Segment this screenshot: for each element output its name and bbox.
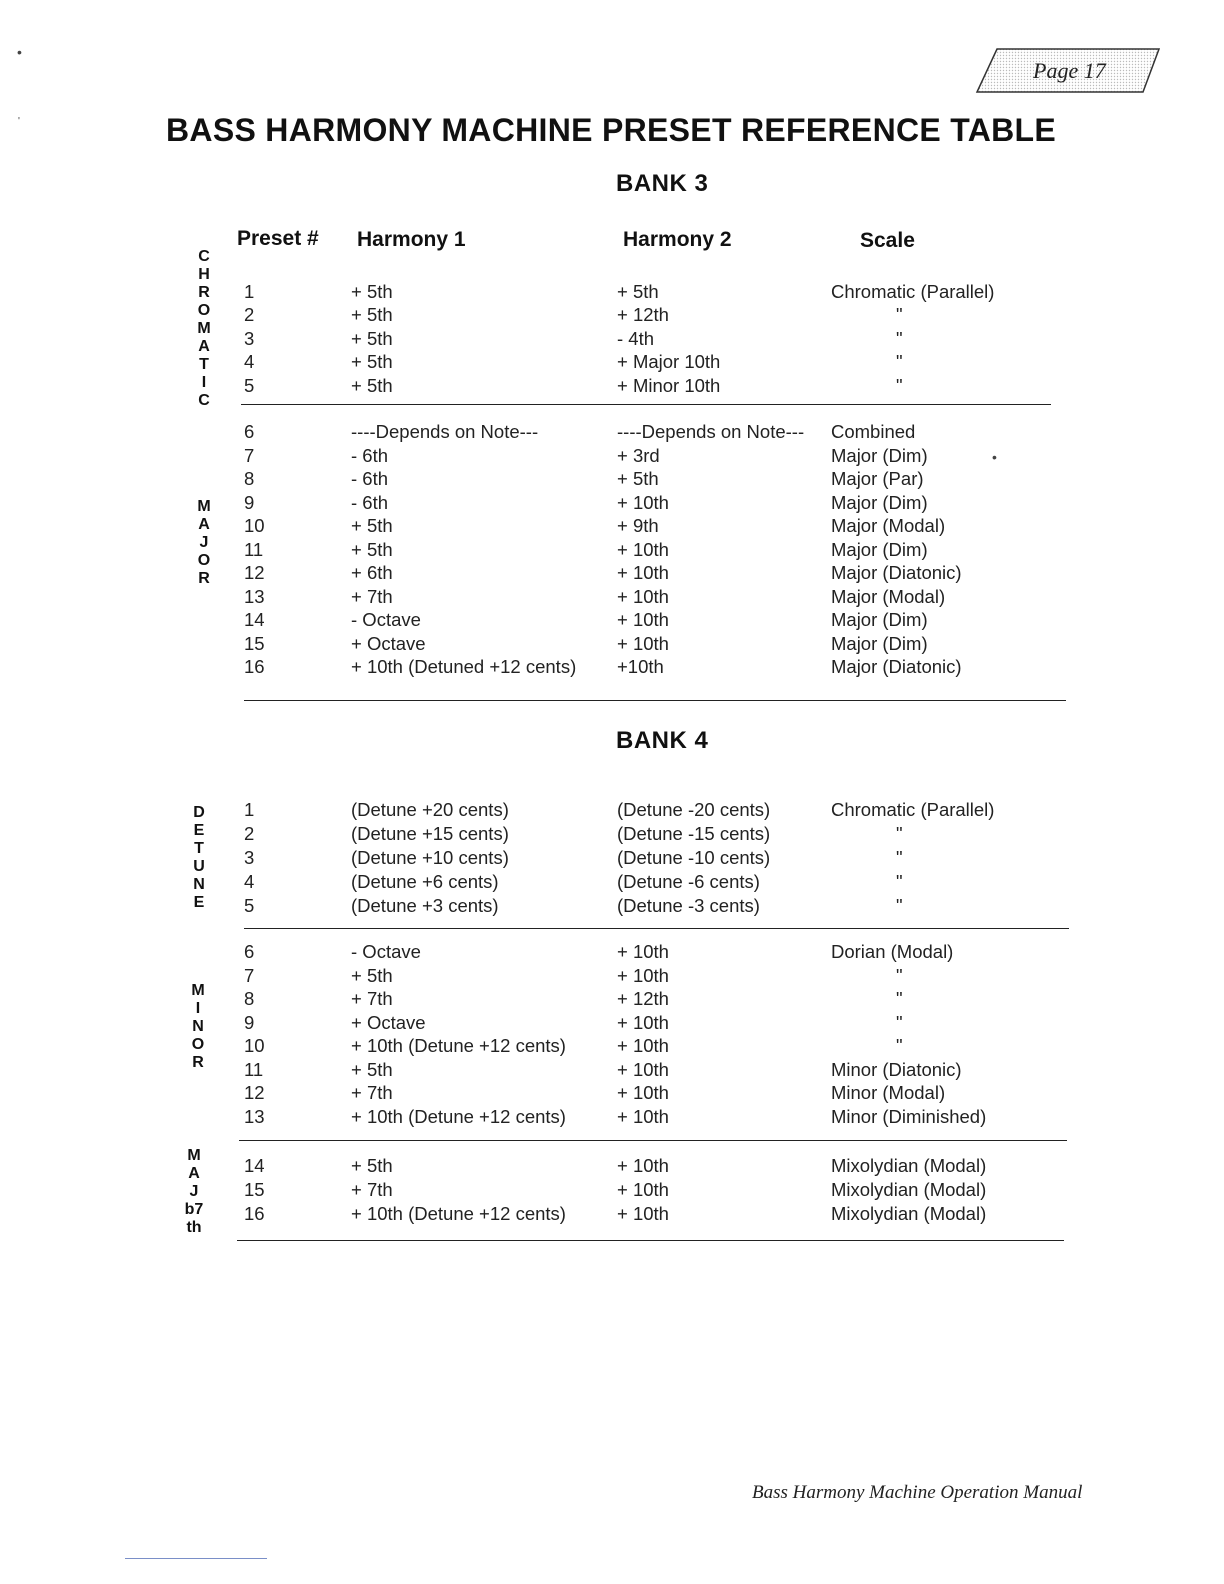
preset-number: 7	[244, 964, 255, 986]
group-label	[183, 982, 213, 1072]
harmony-2-cell: (Detune -10 cents)	[617, 847, 771, 868]
preset-number: 3	[244, 327, 255, 349]
harmony-1-cell: - Octave	[351, 941, 421, 962]
group-label-letter: A	[198, 516, 210, 533]
group-label-letter: b7	[184, 1201, 204, 1218]
harmony-2-cell: + 10th	[617, 491, 669, 513]
harmony-1-cell: + 5th	[351, 515, 393, 536]
scale-cell: Major (Par)	[831, 468, 924, 489]
column-header-scale: Scale	[860, 229, 915, 252]
harmony-1-cell: + 5th	[351, 351, 393, 373]
harmony-1-cell: - 6th	[351, 468, 389, 489]
harmony-2-cell: + 10th	[617, 1179, 669, 1200]
harmony-2-cell: + 10th	[617, 1082, 669, 1103]
harmony-2-cell: +10th	[617, 656, 664, 677]
group-label-letter: A	[188, 1165, 200, 1182]
scan-mark: •	[992, 449, 997, 465]
preset-number: 11	[244, 538, 264, 560]
preset-number: 14	[244, 609, 265, 630]
harmony-1-cell: + 10th (Detuned +12 cents)	[351, 656, 577, 677]
harmony-1-cell: + 7th	[351, 1179, 393, 1200]
group-label	[179, 1147, 209, 1237]
harmony-2-cell: (Detune -3 cents)	[617, 895, 760, 916]
manual-footer: Bass Harmony Machine Operation Manual	[752, 1482, 1083, 1503]
harmony-1-cell: + 5th	[351, 281, 393, 302]
harmony-1-cell: (Detune +3 cents)	[351, 895, 499, 916]
harmony-2-cell: + 10th	[617, 538, 669, 560]
scale-cell: "	[896, 1011, 903, 1033]
scale-cell: Mixolydian (Modal)	[831, 1179, 987, 1200]
preset-number: 3	[244, 847, 255, 868]
group-label-letter: N	[193, 876, 205, 893]
harmony-2-cell: (Detune -6 cents)	[617, 871, 760, 892]
scale-cell: Chromatic (Parallel)	[831, 281, 995, 302]
scale-cell: Major (Dim)	[831, 538, 928, 560]
page-number-badge	[975, 48, 1160, 92]
preset-number: 12	[244, 1082, 265, 1103]
group-label-letter: C	[198, 248, 210, 265]
group-label-letter: D	[193, 804, 205, 821]
column-header-preset: Preset #	[237, 227, 319, 250]
group-label	[189, 248, 219, 410]
harmony-1-cell: + 5th	[351, 304, 393, 326]
scale-cell: "	[896, 895, 903, 916]
harmony-2-cell: + 12th	[617, 304, 669, 326]
preset-number: 15	[244, 1179, 265, 1200]
preset-number: 6	[244, 421, 255, 442]
group-label-letter: T	[199, 356, 209, 373]
harmony-1-cell: ----Depends on Note---	[351, 421, 539, 442]
scale-cell: "	[896, 988, 903, 1009]
scale-cell: "	[896, 823, 903, 844]
section-divider	[239, 1140, 1067, 1141]
harmony-2-cell: (Detune -20 cents)	[617, 799, 771, 820]
page-title: BASS HARMONY MACHINE PRESET REFERENCE TABLE	[166, 112, 1057, 148]
preset-number: 12	[244, 562, 265, 583]
scale-cell: "	[896, 964, 903, 986]
scale-cell: "	[896, 1035, 903, 1056]
scale-cell: "	[896, 351, 903, 373]
harmony-1-cell: + 7th	[351, 585, 393, 607]
harmony-1-cell: (Detune +10 cents)	[351, 847, 509, 868]
harmony-2-cell: + 9th	[617, 515, 659, 536]
harmony-1-cell: + 10th (Detune +12 cents)	[351, 1035, 566, 1056]
preset-number: 7	[244, 444, 255, 466]
harmony-1-cell: + 5th	[351, 1058, 393, 1080]
harmony-1-cell: + Octave	[351, 632, 426, 654]
preset-number: 1	[244, 799, 255, 820]
group-label-letter: th	[186, 1219, 202, 1236]
scale-cell: Major (Dim)	[831, 632, 928, 654]
group-label-letter: R	[198, 570, 210, 587]
harmony-2-cell: + 10th	[617, 1155, 669, 1176]
section-divider	[244, 700, 1066, 701]
scan-mark: •	[17, 44, 22, 60]
group-label-letter: T	[194, 840, 204, 857]
scale-cell: Mixolydian (Modal)	[831, 1203, 987, 1224]
harmony-2-cell: + 10th	[617, 1203, 669, 1224]
scale-cell: Combined	[831, 421, 916, 442]
harmony-2-cell: + 5th	[617, 281, 659, 302]
group-label	[184, 804, 214, 912]
section-divider	[237, 1240, 1064, 1241]
scale-cell: Major (Diatonic)	[831, 656, 962, 677]
harmony-1-cell: + Octave	[351, 1011, 426, 1033]
scale-cell: "	[896, 304, 903, 326]
group-label-letter: H	[198, 266, 210, 283]
preset-number: 8	[244, 468, 255, 489]
group-label-letter: J	[189, 1183, 199, 1200]
harmony-1-cell: + 5th	[351, 964, 393, 986]
group-label-letter: M	[187, 1147, 201, 1164]
group-label	[189, 498, 219, 588]
scan-mark: '	[18, 116, 20, 127]
scale-cell: Major (Modal)	[831, 515, 946, 536]
harmony-2-cell: + 10th	[617, 632, 669, 654]
preset-number: 11	[244, 1058, 264, 1080]
preset-number: 13	[244, 1105, 265, 1127]
group-label-letter: N	[192, 1018, 204, 1035]
harmony-2-cell: (Detune -15 cents)	[617, 823, 771, 844]
harmony-1-cell: + 7th	[351, 988, 393, 1009]
bank-title: BANK 4	[616, 727, 709, 754]
group-label-letter: R	[198, 284, 210, 301]
group-label-letter: R	[192, 1054, 204, 1071]
preset-number: 1	[244, 281, 255, 302]
harmony-1-cell: (Detune +6 cents)	[351, 871, 499, 892]
group-label-letter: O	[197, 302, 211, 319]
harmony-2-cell: + 3rd	[617, 444, 660, 466]
footer-rule	[125, 1558, 267, 1559]
group-label-letter: J	[199, 534, 209, 551]
harmony-2-cell: + 10th	[617, 1035, 669, 1056]
scale-cell: Chromatic (Parallel)	[831, 799, 995, 820]
scale-cell: Major (Dim)	[831, 491, 928, 513]
column-header-harmony-2: Harmony 2	[623, 228, 732, 251]
group-label-letter: E	[193, 822, 205, 839]
preset-number: 5	[244, 895, 255, 916]
harmony-1-cell: + 5th	[351, 327, 393, 349]
section-divider	[244, 928, 1069, 929]
harmony-1-cell: + 10th (Detune +12 cents)	[351, 1203, 566, 1224]
harmony-2-cell: + 10th	[617, 585, 669, 607]
scale-cell: "	[896, 871, 903, 892]
scale-cell: Minor (Diatonic)	[831, 1058, 962, 1080]
harmony-1-cell: + 6th	[351, 562, 393, 583]
scale-cell: Dorian (Modal)	[831, 941, 954, 962]
harmony-1-cell: + 5th	[351, 538, 393, 560]
preset-number: 4	[244, 351, 255, 373]
harmony-2-cell: + 12th	[617, 988, 669, 1009]
group-label-letter: O	[191, 1036, 205, 1053]
harmony-2-cell: + 5th	[617, 468, 659, 489]
group-label-letter: C	[198, 392, 210, 409]
group-label-letter: M	[197, 320, 211, 337]
group-label-letter: M	[197, 498, 211, 515]
harmony-1-cell: (Detune +20 cents)	[351, 799, 509, 820]
harmony-2-cell: + 10th	[617, 562, 669, 583]
preset-number: 4	[244, 871, 255, 892]
scale-cell: Major (Diatonic)	[831, 562, 962, 583]
preset-number: 2	[244, 304, 255, 326]
preset-number: 13	[244, 585, 265, 607]
harmony-1-cell: - 6th	[351, 444, 389, 466]
harmony-1-cell: + 5th	[351, 1155, 393, 1176]
group-label-letter: I	[195, 1000, 201, 1017]
group-label-letter: M	[191, 982, 205, 999]
scale-cell: Mixolydian (Modal)	[831, 1155, 987, 1176]
scale-cell: Major (Modal)	[831, 585, 946, 607]
bank-title: BANK 3	[616, 170, 709, 197]
scale-cell: Minor (Diminished)	[831, 1105, 987, 1127]
preset-number: 5	[244, 374, 255, 396]
harmony-2-cell: + 10th	[617, 1058, 669, 1080]
harmony-2-cell: + 10th	[617, 941, 669, 962]
harmony-2-cell: - 4th	[617, 327, 655, 349]
scale-cell: Major (Dim)	[831, 444, 928, 466]
group-label-letter: E	[193, 894, 205, 911]
preset-number: 16	[244, 656, 265, 677]
preset-number: 14	[244, 1155, 265, 1176]
preset-number: 9	[244, 491, 255, 513]
preset-number: 10	[244, 1035, 265, 1056]
group-label-letter: I	[201, 374, 207, 391]
preset-number: 6	[244, 941, 255, 962]
harmony-2-cell: + 10th	[617, 609, 669, 630]
harmony-2-cell: + 10th	[617, 1105, 669, 1127]
harmony-2-cell: + Major 10th	[617, 351, 721, 373]
preset-number: 9	[244, 1011, 255, 1033]
group-label-letter: U	[193, 858, 205, 875]
harmony-1-cell: + 7th	[351, 1082, 393, 1103]
harmony-1-cell: + 5th	[351, 374, 393, 396]
preset-number: 16	[244, 1203, 265, 1224]
harmony-2-cell: + 10th	[617, 964, 669, 986]
group-label-letter: A	[198, 338, 210, 355]
harmony-1-cell: - Octave	[351, 609, 421, 630]
scale-cell: "	[896, 374, 903, 396]
page-number: Page 17	[1033, 58, 1106, 83]
section-divider	[241, 404, 1051, 405]
column-header-harmony-1: Harmony 1	[357, 228, 466, 251]
harmony-1-cell: - 6th	[351, 491, 389, 513]
preset-number: 8	[244, 988, 255, 1009]
scale-cell: "	[896, 327, 903, 349]
harmony-2-cell: + Minor 10th	[617, 374, 721, 396]
harmony-2-cell: ----Depends on Note---	[617, 421, 805, 442]
preset-number: 15	[244, 632, 265, 654]
group-label-letter: O	[197, 552, 211, 569]
scale-cell: "	[896, 847, 903, 868]
harmony-2-cell: + 10th	[617, 1011, 669, 1033]
preset-number: 10	[244, 515, 265, 536]
scale-cell: Minor (Modal)	[831, 1082, 946, 1103]
preset-number: 2	[244, 823, 255, 844]
scale-cell: Major (Dim)	[831, 609, 928, 630]
harmony-1-cell: (Detune +15 cents)	[351, 823, 509, 844]
harmony-1-cell: + 10th (Detune +12 cents)	[351, 1105, 566, 1127]
